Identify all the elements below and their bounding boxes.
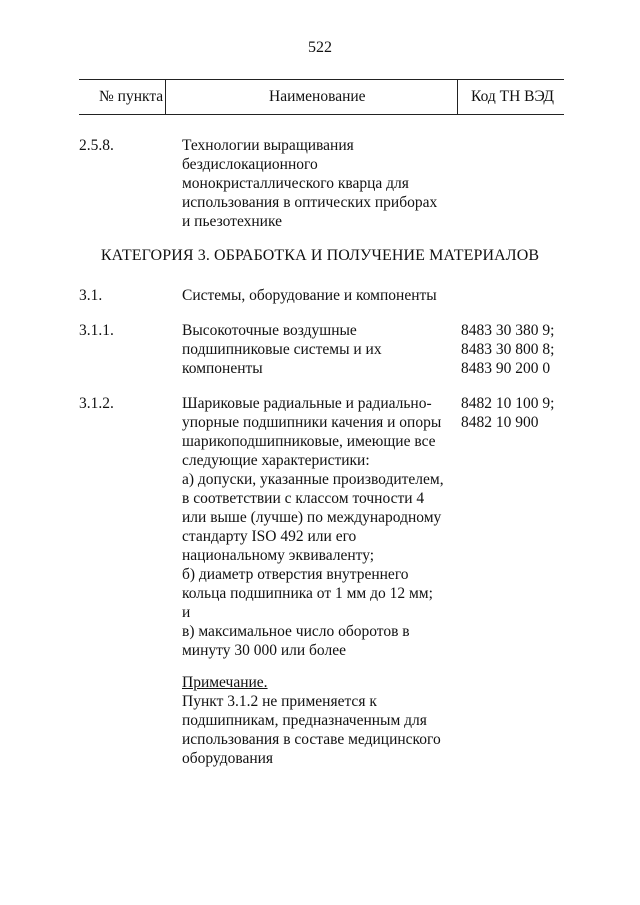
item-name: Высокоточные воздушные подшипниковые системы и их компоненты bbox=[182, 322, 382, 377]
table-header bbox=[79, 79, 564, 114]
item-name: Технологии выращивания бездислокационного монокристаллического кварца для использования в оптических приборах и пьезотехнике bbox=[182, 137, 438, 230]
item-number: 3.1. bbox=[79, 287, 103, 304]
header-divider bbox=[457, 79, 458, 114]
item-number: 2.5.8. bbox=[79, 137, 114, 154]
item-name: Шариковые радиальные и радиально- упорные подшипники качения и опоры шарикоподшипниковые, имеющие все следующие характеристики: а) допуски, указанные производителем, в соответствии с классом точности 4 или выше (лучше) по международному стандарту ISO 492 или его национальному эквиваленту; б) диаметр отверстия внутреннего кольца подшипника от 1 мм до 12 мм; и в) максимальное число оборотов в минуту 30 000 или более bbox=[182, 395, 444, 659]
note-title: Примечание. bbox=[182, 674, 268, 691]
item-note: Примечание. Пункт 3.1.2 не применяется к подшипникам, предназначенным для использования в составе медицинского оборудования bbox=[182, 673, 457, 768]
item-name: Системы, оборудование и компоненты bbox=[182, 287, 437, 304]
item-code: 8482 10 100 9; 8482 10 900 bbox=[461, 395, 555, 431]
page-number: 522 bbox=[308, 39, 332, 56]
category-heading: КАТЕГОРИЯ 3. ОБРАБОТКА И ПОЛУЧЕНИЕ МАТЕРИАЛОВ bbox=[100, 247, 540, 264]
header-code-column: Код ТН ВЭД bbox=[471, 88, 555, 105]
header-divider bbox=[165, 79, 166, 114]
item-number: 3.1.2. bbox=[79, 395, 114, 412]
header-name-column: Наименование bbox=[269, 88, 366, 105]
item-number: 3.1.1. bbox=[79, 322, 114, 339]
table-header-bottom-rule bbox=[79, 114, 564, 115]
header-number-column: № пункта bbox=[99, 88, 164, 105]
item-code: 8483 30 380 9; 8483 30 800 8; 8483 90 200 0 bbox=[461, 322, 555, 377]
